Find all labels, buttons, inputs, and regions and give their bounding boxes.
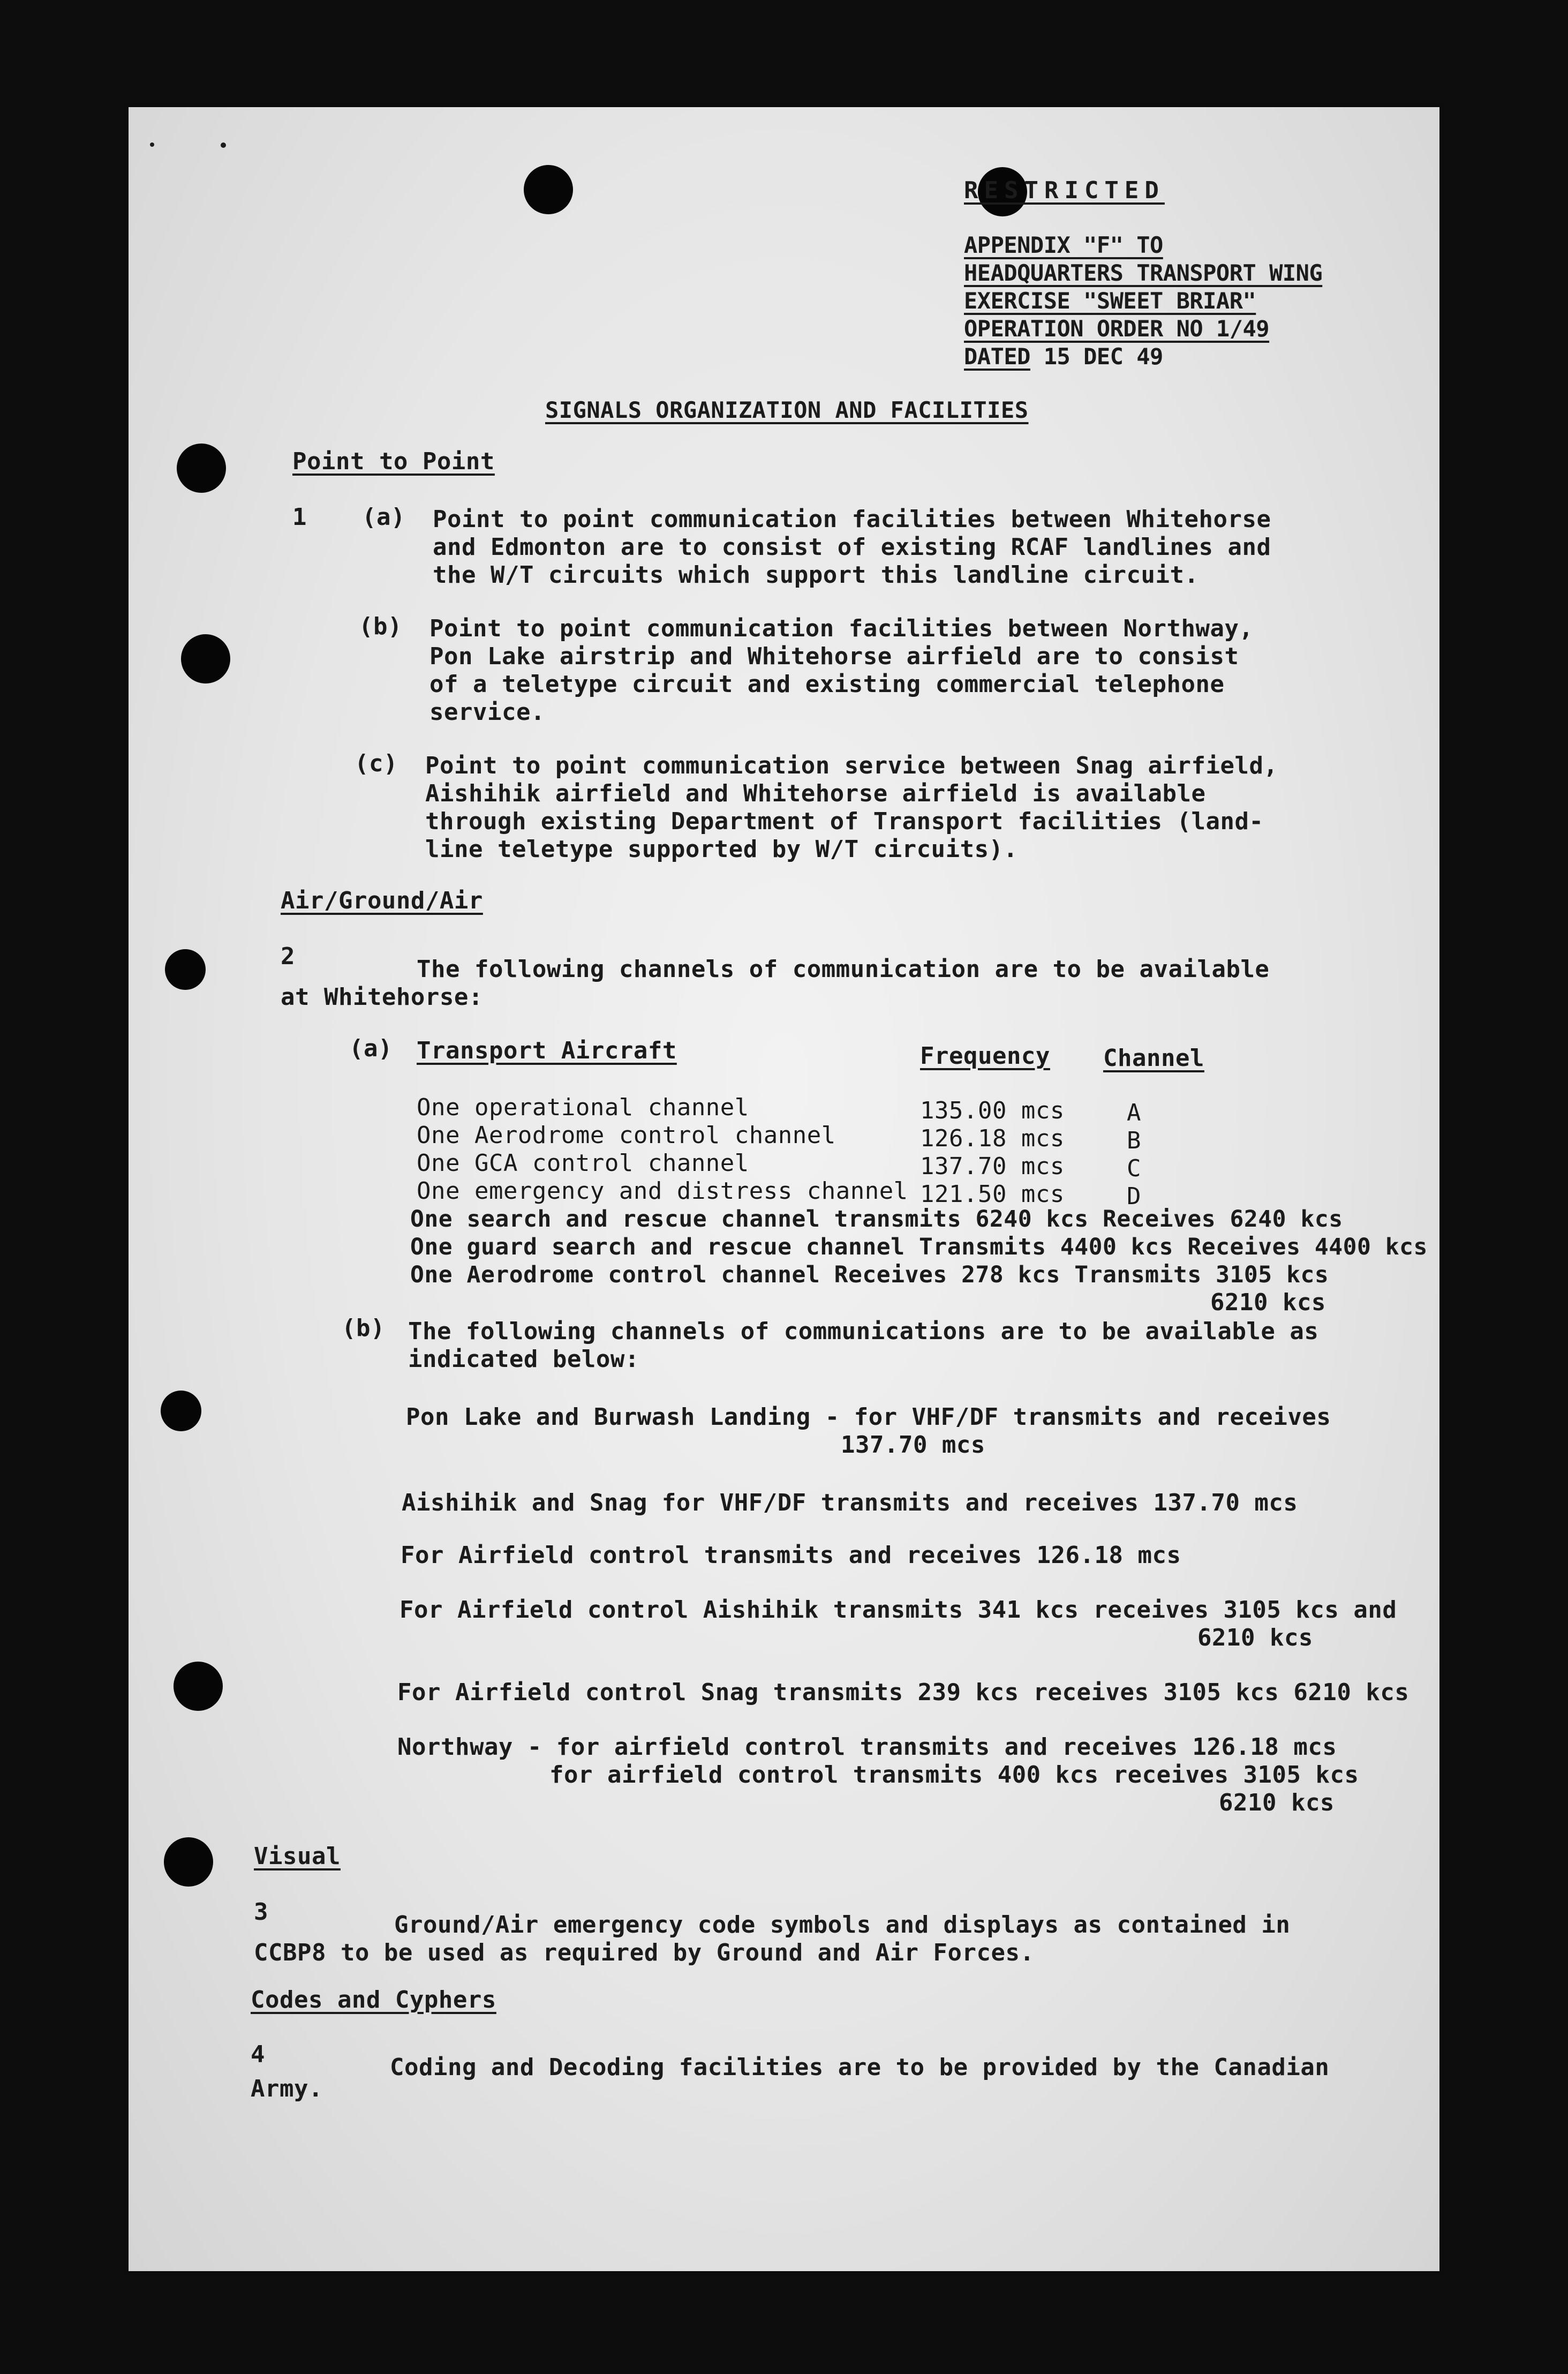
channel-row-frequency: 135.00 mcs	[920, 1097, 1065, 1124]
facility-line: for airfield control transmits 400 kcs receives 3105 kcs	[549, 1761, 1359, 1789]
item-text: of a teletype circuit and existing commercial telephone	[429, 671, 1225, 698]
section-heading-point-to-point: Point to Point	[292, 448, 495, 475]
punch-hole	[177, 444, 226, 493]
item-text: line teletype supported by W/T circuits).	[425, 836, 1018, 863]
appendix-line: HEADQUARTERS TRANSPORT WING	[964, 260, 1323, 286]
dated-label: DATED	[964, 343, 1030, 370]
facility-line: For Airfield control Snag transmits 239 kcs receives 3105 kcs 6210 kcs	[397, 1679, 1409, 1706]
punch-hole	[165, 949, 206, 990]
channel-row-channel: C	[1127, 1155, 1141, 1182]
facility-line: Aishihik and Snag for VHF/DF transmits and receives 137.70 mcs	[402, 1489, 1298, 1516]
facility-line: Northway - for airfield control transmits and receives 126.18 mcs	[397, 1733, 1337, 1761]
item-text: through existing Department of Transport facilities (land-	[425, 808, 1264, 835]
para-text: Coding and Decoding facilities are to be provided by the Canadian	[390, 2054, 1330, 2081]
item-label: (a)	[362, 504, 405, 531]
para-number: 2	[281, 943, 295, 970]
item-label: (c)	[355, 750, 398, 777]
facility-continuation: 6210 kcs	[1197, 1624, 1313, 1651]
facility-continuation: 6210 kcs	[1219, 1789, 1335, 1816]
para-number: 3	[254, 1898, 268, 1926]
item-text: Point to point communication service between Snag airfield,	[425, 752, 1278, 779]
channel-row-frequency: 126.18 mcs	[920, 1125, 1065, 1152]
item-label: (b)	[359, 613, 402, 640]
channel-row-name: One emergency and distress channel	[417, 1177, 908, 1205]
para-text: at Whitehorse:	[281, 983, 483, 1011]
appendix-line: EXERCISE "SWEET BRIAR"	[964, 288, 1256, 314]
document-page	[129, 107, 1439, 2271]
channel-row-channel: B	[1127, 1127, 1141, 1154]
para-text: Ground/Air emergency code symbols and displays as contained in	[394, 1911, 1291, 1939]
dated-line	[964, 343, 1163, 371]
para-number: 1	[292, 504, 307, 531]
channel-row-name: One GCA control channel	[417, 1150, 749, 1177]
item-label: (b)	[342, 1314, 385, 1342]
para-text: CCBP8 to be used as required by Ground and Air Forces.	[254, 1939, 1035, 1966]
punch-hole	[161, 1391, 201, 1431]
security-classification: RESTRICTED	[964, 177, 1165, 204]
channel-extra-line: One search and rescue channel transmits 6240 kcs Receives 6240 kcs	[410, 1206, 1343, 1233]
facility-continuation: 137.70 mcs	[841, 1431, 985, 1459]
item-text: and Edmonton are to consist of existing RCAF landlines and	[433, 534, 1271, 561]
dated-value: 15 DEC 49	[1043, 343, 1163, 370]
item-text: indicated below:	[408, 1346, 639, 1373]
channel-row-name: One operational channel	[417, 1094, 749, 1121]
channel-row-name: One Aerodrome control channel	[417, 1122, 836, 1149]
channel-row-channel: A	[1127, 1099, 1141, 1126]
channel-row-channel: D	[1127, 1183, 1141, 1210]
channel-row-frequency: 137.70 mcs	[920, 1153, 1065, 1180]
item-text: Point to point communication facilities between Northway,	[429, 615, 1254, 642]
item-text: service.	[429, 698, 545, 726]
item-text: Pon Lake airstrip and Whitehorse airfield are to consist	[429, 643, 1239, 670]
facility-line: Pon Lake and Burwash Landing - for VHF/DF transmits and receives	[406, 1403, 1331, 1431]
channel-extra-continuation: 6210 kcs	[1210, 1289, 1326, 1316]
channel-extra-line: One Aerodrome control channel Receives 278 kcs Transmits 3105 kcs	[410, 1261, 1329, 1288]
channel-extra-line: One guard search and rescue channel Transmits 4400 kcs Receives 4400 kcs	[410, 1234, 1428, 1260]
facility-line: For Airfield control Aishihik transmits 341 kcs receives 3105 kcs and	[399, 1596, 1397, 1624]
item-text: Aishihik airfield and Whitehorse airfield is available	[425, 780, 1206, 807]
appendix-line: APPENDIX "F" TO	[964, 232, 1163, 258]
item-text: The following channels of communications are to be available as	[408, 1318, 1319, 1345]
para-number: 4	[251, 2041, 265, 2068]
column-header-frequency: Frequency	[920, 1042, 1050, 1070]
appendix-line: OPERATION ORDER NO 1/49	[964, 315, 1270, 342]
punch-hole	[174, 1662, 223, 1711]
section-heading-visual: Visual	[254, 1843, 341, 1870]
item-label: (a)	[349, 1035, 393, 1062]
channel-row-frequency: 121.50 mcs	[920, 1181, 1065, 1208]
item-text: the W/T circuits which support this landline circuit.	[433, 561, 1199, 589]
section-heading-codes-and-cyphers: Codes and Cyphers	[251, 1986, 496, 2014]
punch-hole	[164, 1837, 213, 1887]
section-heading-air-ground-air: Air/Ground/Air	[281, 887, 483, 914]
subheading-transport-aircraft: Transport Aircraft	[417, 1037, 677, 1064]
facility-line: For Airfield control transmits and receives 126.18 mcs	[401, 1542, 1181, 1569]
punch-hole	[524, 165, 573, 214]
item-text: Point to point communication facilities between Whitehorse	[433, 506, 1271, 533]
punch-hole	[181, 634, 230, 683]
document-title: SIGNALS ORGANIZATION AND FACILITIES	[545, 397, 1029, 423]
column-header-channel: Channel	[1103, 1045, 1204, 1072]
para-text: The following channels of communication are to be available	[417, 956, 1270, 983]
para-text: Army.	[251, 2075, 323, 2102]
